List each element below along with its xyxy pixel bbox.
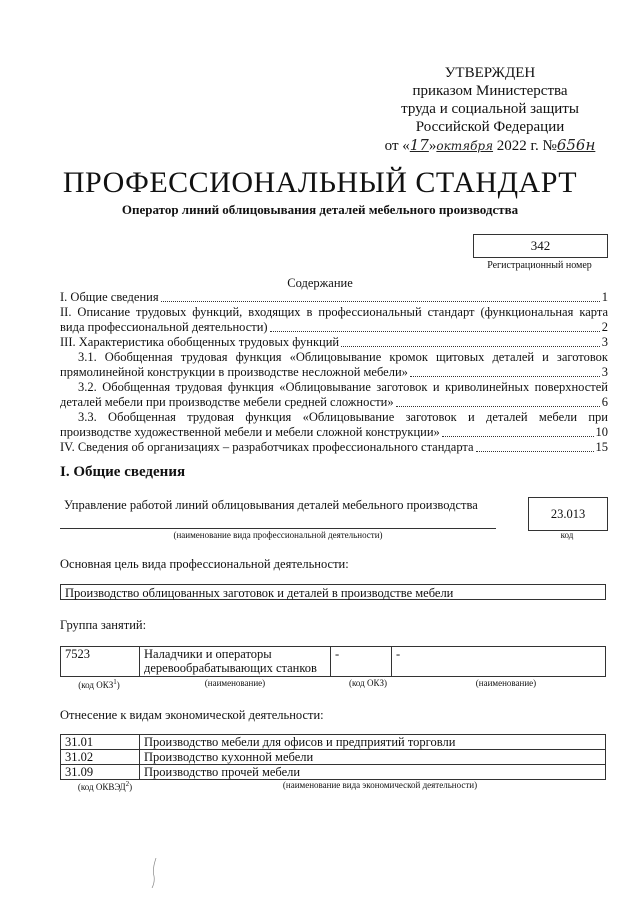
activity-name: Управление работой линий облицовывания деталей мебельного производства — [64, 498, 478, 512]
toc-item-text: II. Описание трудовых функций, входящих в профессиональный стандарт (функциональная карта — [60, 305, 608, 319]
approval-block — [370, 64, 610, 155]
toc-item-text: 3.3. Обобщенная трудовая функция «Облицовывание заготовок и деталей мебели при — [78, 410, 608, 424]
toc-item-page: 3 — [601, 335, 608, 349]
caption-text: (код ОКВЭД — [77, 782, 126, 792]
okved-code: 31.09 — [61, 765, 140, 780]
section-heading: I. Общие сведения — [60, 464, 186, 480]
scan-mark-icon — [150, 858, 158, 888]
okz-code-cell: - — [331, 647, 392, 677]
toc-item-text: вида профессиональной деятельности) — [60, 320, 268, 334]
okz-name-cell: - — [392, 647, 606, 677]
toc-item-page: 3 — [601, 365, 608, 379]
okved-label: Отнесение к видам экономической деятельности: — [60, 708, 324, 722]
toc-item[interactable] — [60, 305, 608, 335]
toc-item-page: 6 — [601, 395, 608, 409]
goal-label: Основная цель вида профессиональной деятельности: — [60, 557, 349, 571]
approval-line: труда и социальной защиты — [401, 101, 579, 117]
year-text: 2022 г. № — [493, 138, 557, 154]
approval-line: УТВЕРЖДЕН — [444, 65, 536, 81]
caption-okved-name: (наименование вида экономической деятельности) — [282, 780, 478, 790]
toc-item-text: производстве художественной мебели и мебели сложной конструкции» — [60, 425, 440, 439]
toc-item-page: 10 — [595, 425, 608, 439]
caption-text: ) — [116, 680, 120, 690]
toc-item[interactable] — [60, 335, 608, 350]
toc-item-page: 15 — [595, 440, 608, 454]
footnote-mark: 1 — [113, 678, 117, 686]
table-of-contents — [60, 290, 608, 455]
toc-item-text: I. Общие сведения — [60, 290, 159, 304]
approval-line: приказом Министерства — [412, 83, 568, 99]
registration-number: 342 — [473, 234, 608, 258]
toc-item-text: IV. Сведения об организациях – разработчиках профессионального стандарта — [60, 440, 474, 454]
table-row — [61, 765, 606, 780]
toc-item-page: 2 — [601, 320, 608, 334]
okved-name: Производство прочей мебели — [140, 765, 606, 780]
registration-label: Регистрационный номер — [487, 260, 592, 271]
handwritten-number: 656н — [556, 136, 596, 154]
toc-item-page: 1 — [601, 290, 608, 304]
toc-item[interactable] — [60, 410, 608, 440]
toc-item-text: деталей мебели при производстве мебели средней сложности» — [60, 395, 394, 409]
toc-item[interactable] — [60, 290, 608, 305]
document-title: ПРОФЕССИОНАЛЬНЫЙ СТАНДАРТ — [62, 166, 578, 199]
handwritten-day: 17 — [409, 136, 429, 154]
date-prefix: от « — [384, 138, 410, 154]
caption-text: ) — [129, 782, 133, 792]
toc-item-text: 3.2. Обобщенная трудовая функция «Облицовывание заготовок и криволинейных поверхностей — [78, 380, 608, 394]
okved-name: Производство кухонной мебели — [140, 750, 606, 765]
okved-table — [60, 734, 606, 780]
code-caption: код — [560, 530, 574, 540]
caption-okz-code — [60, 678, 138, 690]
approval-date-line — [370, 136, 610, 155]
activity-caption: (наименование вида профессиональной деятельности) — [173, 530, 383, 540]
caption-okz-name: (наименование) — [475, 678, 537, 688]
caption-okz-name: (наименование) — [204, 678, 266, 688]
activity-code: 23.013 — [528, 497, 608, 531]
goal-box: Производство облицованных заготовок и деталей в производстве мебели — [60, 584, 606, 600]
toc-item-text: III. Характеристика обобщенных трудовых функций — [60, 335, 340, 349]
toc-item[interactable] — [60, 350, 608, 380]
activity-underline — [60, 528, 496, 529]
occupation-group-table — [60, 646, 606, 677]
document-subtitle: Оператор линий облицовывания деталей мебельного производства — [121, 202, 519, 217]
okved-name: Производство мебели для офисов и предприятий торговли — [140, 735, 606, 750]
toc-item[interactable] — [60, 440, 608, 455]
okved-code: 31.02 — [61, 750, 140, 765]
caption-okz-code: (код ОКЗ) — [349, 678, 387, 688]
table-row — [61, 750, 606, 765]
footnote-mark: 2 — [125, 780, 130, 788]
okz-code-cell: 7523 — [61, 647, 140, 677]
handwritten-month: октября — [436, 139, 494, 153]
table-row — [61, 735, 606, 750]
okved-code: 31.01 — [61, 735, 140, 750]
toc-item[interactable] — [60, 380, 608, 410]
toc-item-text: прямолинейной конструкции в производстве несложной мебели» — [60, 365, 408, 379]
group-label: Группа занятий: — [60, 618, 147, 632]
toc-item-text: 3.1. Обобщенная трудовая функция «Облицовывание кромок щитовых деталей и заготовок — [78, 350, 608, 364]
group-captions — [60, 678, 606, 690]
okved-captions — [60, 780, 606, 792]
toc-heading: Содержание — [287, 276, 353, 290]
caption-okved-code — [60, 780, 150, 792]
caption-text: (код ОКЗ — [78, 680, 114, 690]
close-quote: » — [428, 138, 437, 154]
approval-line: Российской Федерации — [415, 119, 565, 135]
okz-name-cell: Наладчики и операторы деревообрабатывающих станков — [140, 647, 331, 677]
